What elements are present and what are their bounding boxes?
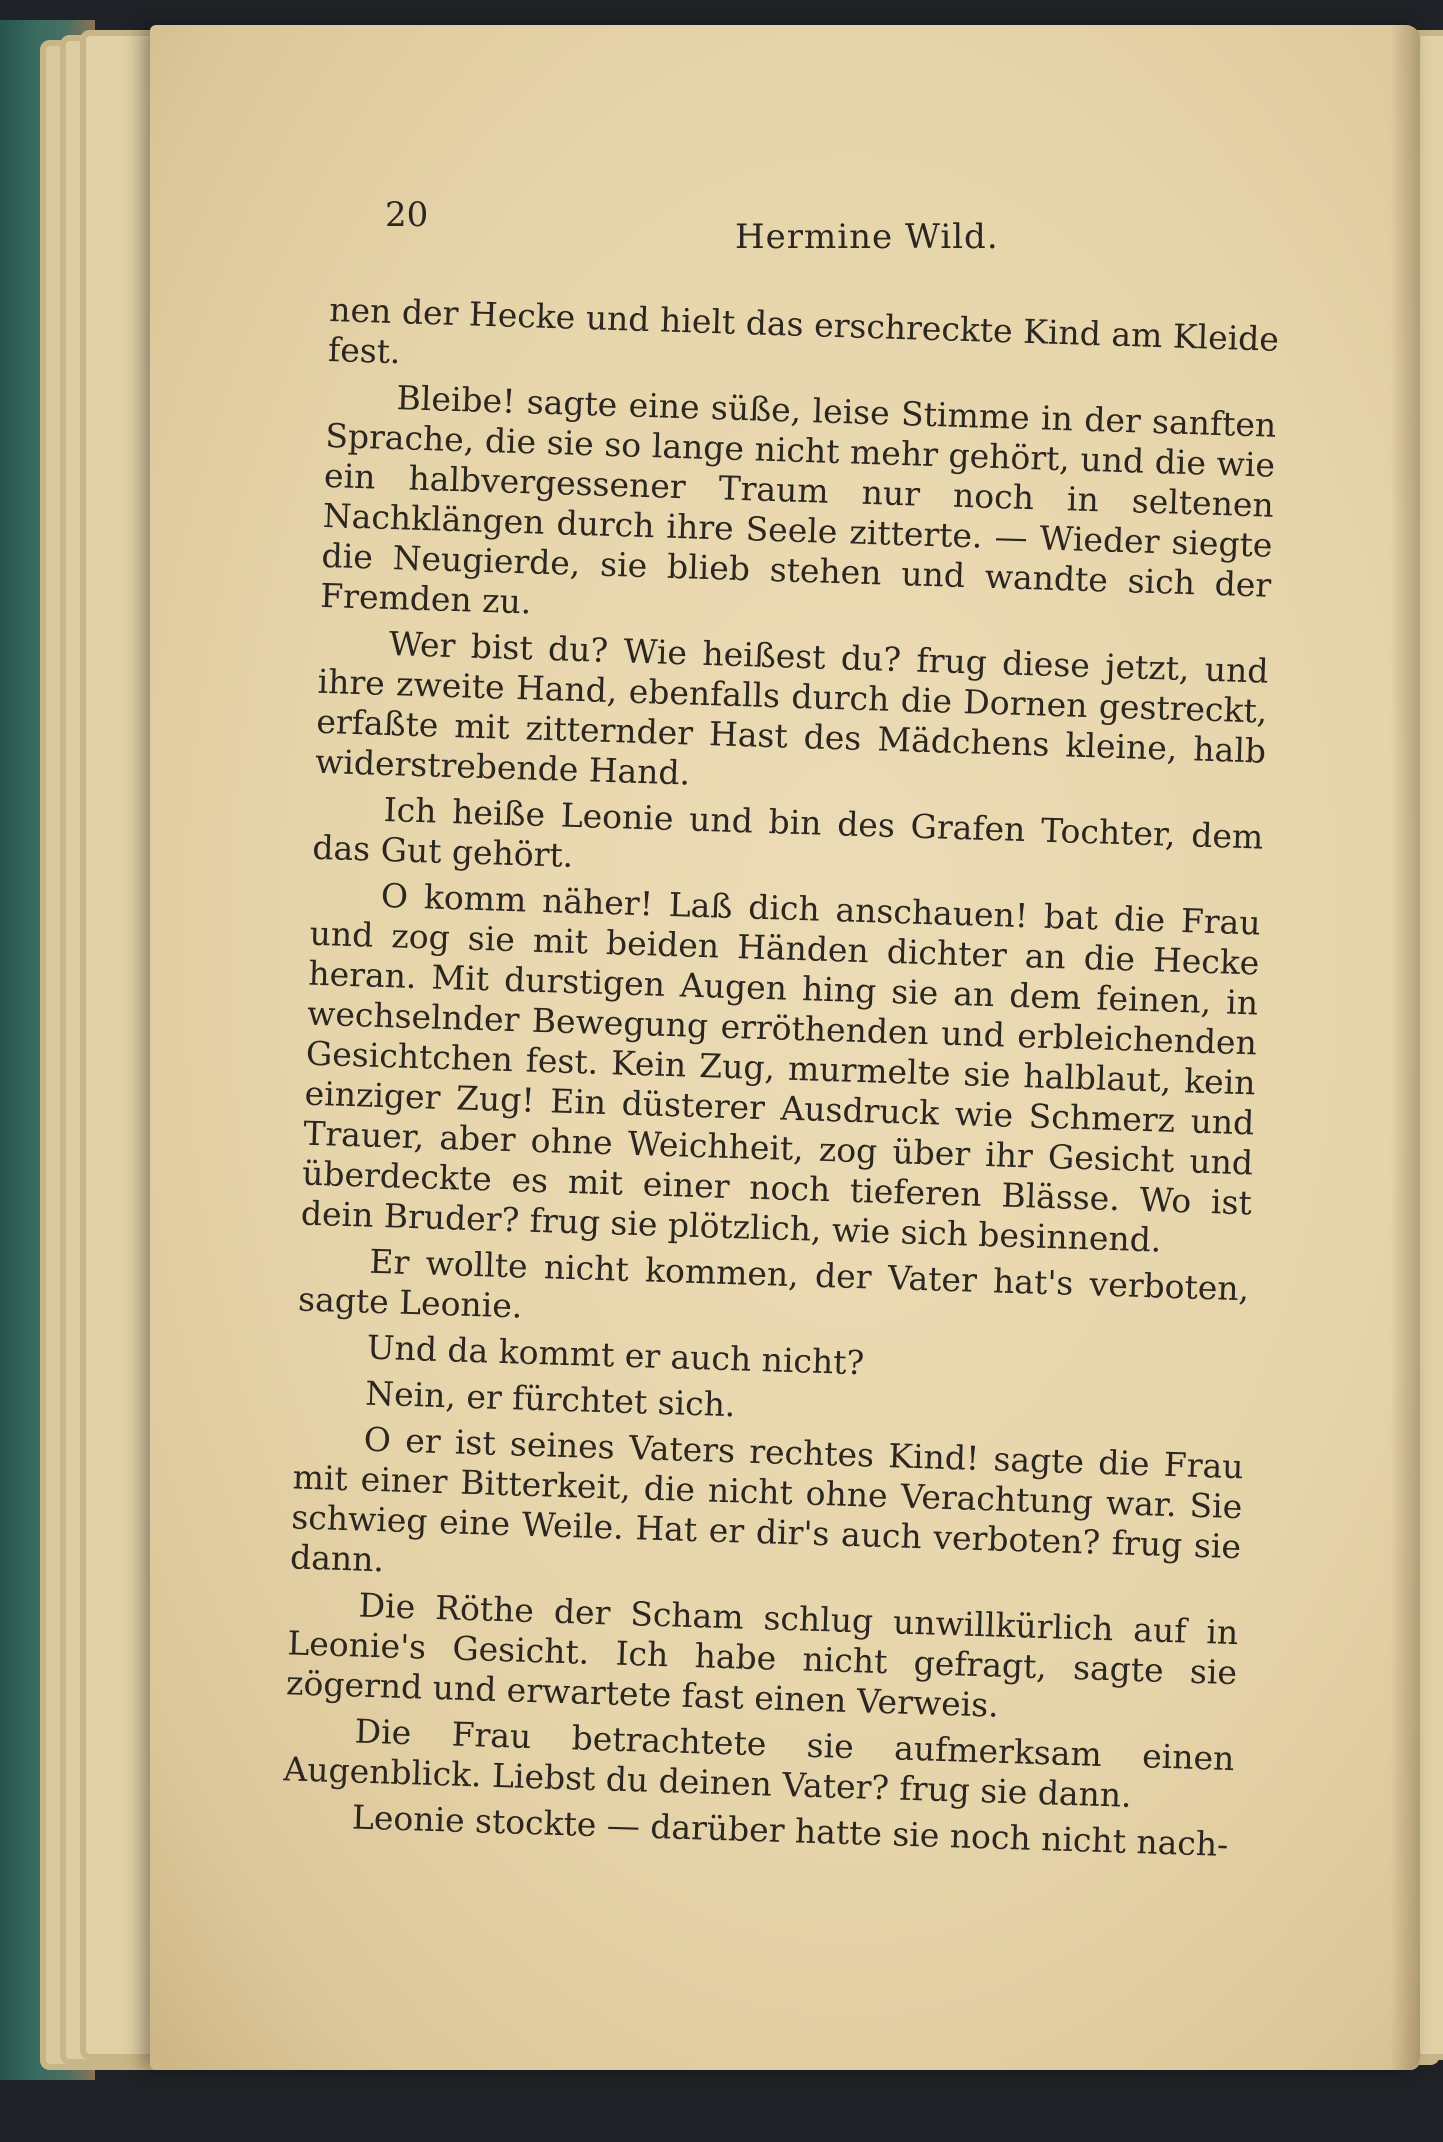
paragraph: nen der Hecke und hielt das erschreckte Kind am Kleide fest. <box>327 290 1280 372</box>
paragraph: Nein, er fürchtet sich. <box>364 1373 737 1425</box>
page-number: 20 <box>385 195 429 235</box>
running-head: Hermine Wild. <box>735 217 999 257</box>
paragraph: Ich heiße Leonie und bin des Grafen Tochter, dem das Gut gehört. <box>311 789 1264 875</box>
paragraph: Und da kommt er auch nicht? <box>366 1327 865 1383</box>
paragraph: Bleibe! sagte eine süße, leise Stimme in der sanften Sprache, die sie so lange nicht mehr gehört, und die wie ein halbvergessener Traum nur noch in seltenen Nachklängen durch ihre Seele zitterte. — Wieder siegte die Neugierde, sie blieb stehen und wandte sich der Fremden zu. <box>319 378 1277 622</box>
paragraph: O er ist seines Vaters rechtes Kind! sagte die Frau mit einer Bitterkeit, die nicht ohne Verachtung war. Sie schwieg eine Weile. Hat er dir's auch verboten? frug sie dann. <box>289 1419 1245 1580</box>
paragraph: Die Röthe der Scham schlug unwillkürlich auf in Leonie's Gesicht. Ich habe nicht gefragt, sagte sie zögernd und erwartete fast einen Verweis. <box>285 1585 1239 1725</box>
body-text <box>281 290 1279 1871</box>
paragraph: O komm näher! Laß dich anschauen! bat die Frau und zog sie mit beiden Händen dichter an die Hecke heran. Mit durstigen Augen hing sie an dem feinen, in wechselnder Bewegung erröthenden und erbleichenden Gesichtchen fest. Kein Zug, murmelte sie halblaut, kein einziger Zug! Ein düsterer Ausdruck wie Schmerz und Trauer, aber ohne Weichheit, zog über ihr Gesicht und überdeckte es mit einer noch tieferen Blässe. Wo ist dein Bruder? frug sie plötzlich, wie sich besinnend. <box>300 875 1262 1260</box>
paragraph: Er wollte nicht kommen, der Vater hat's verboten, sagte Leonie. <box>297 1241 1250 1326</box>
page-edge-shadow <box>1390 25 1420 2070</box>
paragraph: Leonie stockte — darüber hatte sie noch nicht nach- <box>351 1797 1229 1864</box>
paragraph: Die Frau betrachtete sie aufmerksam einen Augenblick. Liebst du deinen Vater? frug sie dann. <box>282 1711 1235 1815</box>
paragraph: Wer bist du? Wie heißest du? frug diese jetzt, und ihre zweite Hand, ebenfalls durch die Dornen gestreckt, erfaßte mit zitternder Hast des Mädchens kleine, halb widerstrebende Hand. <box>314 624 1270 793</box>
page-header <box>230 195 1230 255</box>
